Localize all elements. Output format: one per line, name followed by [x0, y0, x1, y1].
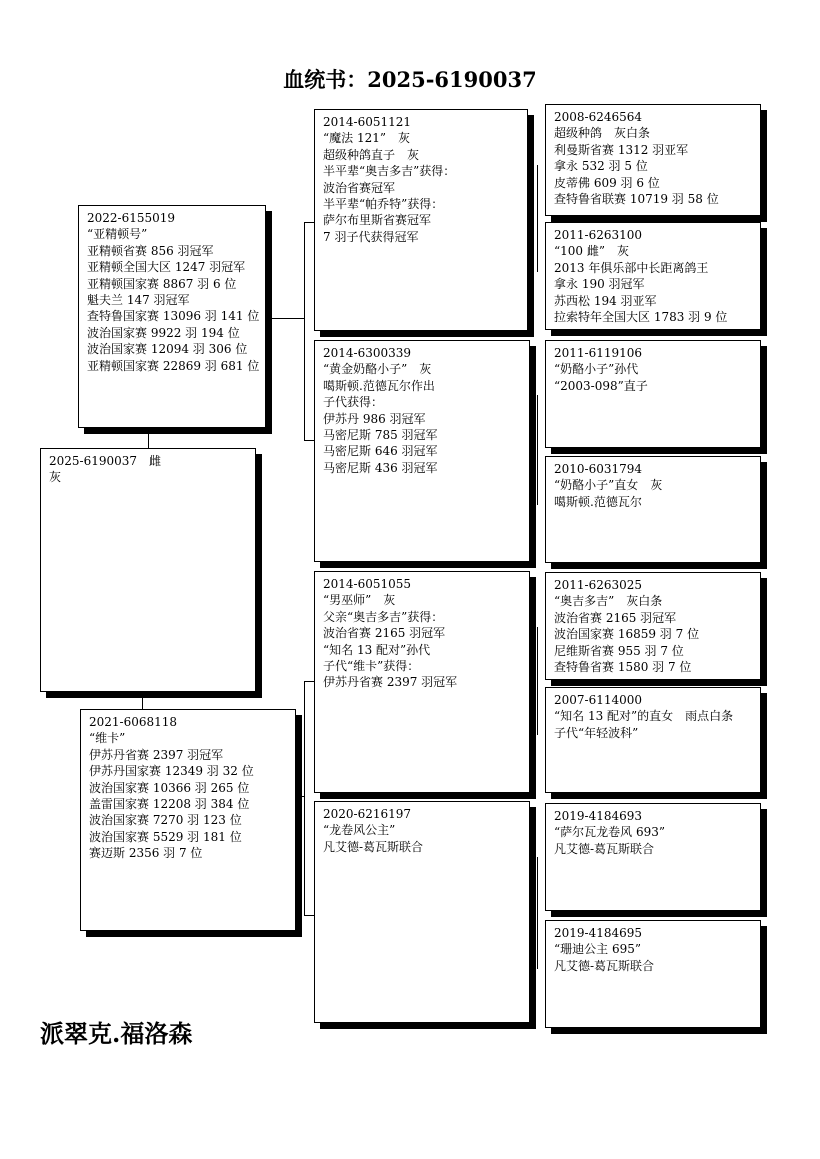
dam-dam-box	[314, 801, 530, 1023]
sire-sire-line: 萨尔布里斯省赛冠军	[323, 213, 432, 228]
sire-line: 查特鲁国家赛 13096 羽 141 位	[87, 309, 260, 324]
gg1-line: 皮蒂佛 609 羽 6 位	[554, 175, 660, 190]
dam-line: 波治国家赛 7270 羽 123 位	[89, 813, 242, 828]
connector	[296, 796, 304, 797]
gg8-line: 2019-4184695	[554, 926, 643, 940]
connector	[537, 395, 538, 505]
gg1-line: 利曼斯省赛 1312 羽亚军	[554, 142, 689, 157]
dam-line: 波治国家赛 10366 羽 265 位	[89, 780, 250, 795]
breeder-name: 派翠克.福洛森	[40, 1019, 193, 1048]
sire-sire-line: 半平辈“奥吉多吉”获得：	[323, 164, 456, 179]
dam-line: “维卡”	[89, 731, 126, 746]
gg1-line: 查特鲁省联赛 10719 羽 58 位	[554, 192, 719, 207]
dam-line: 伊苏丹国家赛 12349 羽 32 位	[89, 764, 254, 779]
connector	[148, 428, 149, 448]
gg3-line: 2011-6119106	[554, 346, 643, 360]
sire-sire-line: “魔法 121” 灰	[323, 131, 410, 146]
dam-sire-line: 伊苏丹省赛 2397 羽冠军	[323, 675, 458, 690]
connector	[537, 165, 538, 272]
gg5-line: “奥吉多吉” 灰白条	[554, 594, 663, 609]
gg5-line: 2011-6263025	[554, 578, 643, 592]
sire-dam-line: “黄金奶酪小子” 灰	[323, 362, 432, 377]
gg1-line: 超级种鸽 灰白条	[554, 126, 651, 141]
gg2-line: “100 雌” 灰	[554, 244, 629, 259]
dam-line: 伊苏丹省赛 2397 羽冠军	[89, 747, 224, 762]
gg5-line: 波治国家赛 16859 羽 7 位	[554, 627, 700, 642]
sire-box	[78, 205, 266, 428]
connector	[304, 681, 305, 915]
pigeon-line: 2025-6190037 雌	[49, 454, 162, 468]
connector	[304, 222, 305, 440]
gg7-line: “萨尔瓦龙卷风 693”	[554, 825, 665, 840]
sire-line: 魁夫兰 147 羽冠军	[87, 293, 190, 308]
connector	[142, 692, 143, 709]
sire-dam-line: 马密尼斯 785 羽冠军	[323, 428, 438, 443]
dam-box	[80, 709, 296, 931]
dam-sire-line: “知名 13 配对”孙代	[323, 642, 431, 657]
gg8-line: “珊迪公主 695”	[554, 942, 641, 957]
pigeon-line: 灰	[49, 470, 62, 485]
gg3-line: “2003-098”直子	[554, 378, 648, 393]
great-grandparent-box-5	[545, 572, 761, 680]
sire-line: 亚精顿国家赛 22869 羽 681 位	[87, 358, 260, 373]
gg6-line: 2007-6114000	[554, 693, 643, 707]
great-grandparent-box-6	[545, 687, 761, 793]
gg7-line: 凡艾德-葛瓦斯联合	[554, 841, 655, 856]
dam-line: 波治国家赛 5529 羽 181 位	[89, 829, 242, 844]
gg6-line: 子代“年轻波科”	[554, 725, 639, 740]
gg8-line: 凡艾德-葛瓦斯联合	[554, 958, 655, 973]
pigeon-box	[40, 448, 256, 692]
dam-sire-line: 子代“维卡”获得：	[323, 659, 420, 674]
gg1-line: 2008-6246564	[554, 110, 643, 124]
dam-line: 盖雷国家赛 12208 羽 384 位	[89, 797, 250, 812]
gg7-line: 2019-4184693	[554, 809, 643, 823]
connector	[537, 857, 538, 969]
dam-dam-line: “龙卷风公主”	[323, 823, 396, 838]
gg5-line: 波治省赛 2165 羽冠军	[554, 610, 677, 625]
connector	[304, 681, 314, 682]
sire-dam-line: 伊苏丹 986 羽冠军	[323, 411, 426, 426]
great-grandparent-box-3	[545, 340, 761, 448]
gg6-line: “知名 13 配对”的直女 雨点白条	[554, 709, 734, 724]
sire-sire-line: 超级种鸽直子 灰	[323, 147, 420, 162]
connector	[537, 627, 538, 735]
sire-line: 波治国家赛 9922 羽 194 位	[87, 325, 240, 340]
gg4-line: 噶斯顿.范德瓦尔	[554, 494, 642, 509]
dam-sire-box	[314, 571, 530, 793]
connector	[304, 222, 314, 223]
dam-sire-line: 2014-6051055	[323, 577, 412, 591]
gg2-line: 拉索特年全国大区 1783 羽 9 位	[554, 310, 728, 325]
dam-sire-line: 波治省赛 2165 羽冠军	[323, 626, 446, 641]
gg2-line: 苏西松 194 羽亚军	[554, 293, 657, 308]
sire-sire-line: 波治省赛冠军	[323, 180, 396, 195]
dam-sire-line: “男巫师” 灰	[323, 593, 396, 608]
sire-line: “亚精顿号”	[87, 227, 148, 242]
gg4-line: 2010-6031794	[554, 462, 643, 476]
sire-line: 波治国家赛 12094 羽 306 位	[87, 342, 248, 357]
sire-sire-line: 半平辈“帕乔特”获得：	[323, 197, 444, 212]
sire-dam-line: 马密尼斯 646 羽冠军	[323, 444, 438, 459]
sire-line: 亚精顿省赛 856 羽冠军	[87, 243, 214, 258]
great-grandparent-box-8	[545, 920, 761, 1028]
sire-dam-line: 子代获得：	[323, 395, 384, 410]
page-title: 血统书：2025-6190037	[283, 67, 537, 92]
dam-dam-line: 2020-6216197	[323, 807, 412, 821]
sire-dam-line: 噶斯顿.范德瓦尔作出	[323, 378, 435, 393]
dam-sire-line: 父亲“奥吉多吉”获得：	[323, 609, 444, 624]
dam-dam-line: 凡艾德-葛瓦斯联合	[323, 839, 424, 854]
gg1-line: 拿永 532 羽 5 位	[554, 159, 648, 174]
great-grandparent-box-7	[545, 803, 761, 911]
dam-line: 赛迈斯 2356 羽 7 位	[89, 846, 203, 861]
gg2-line: 拿永 190 羽冠军	[554, 277, 645, 292]
great-grandparent-box-2	[545, 222, 761, 330]
great-grandparent-box-1	[545, 104, 761, 216]
dam-line: 2021-6068118	[89, 715, 178, 729]
sire-sire-box	[314, 109, 528, 331]
connector	[304, 440, 314, 441]
gg5-line: 尼维斯省赛 955 羽 7 位	[554, 643, 684, 658]
gg3-line: “奶酪小子”孙代	[554, 362, 639, 377]
sire-sire-line: 2014-6051121	[323, 115, 412, 129]
sire-dam-line: 马密尼斯 436 羽冠军	[323, 460, 438, 475]
sire-dam-line: 2014-6300339	[323, 346, 412, 360]
connector	[304, 915, 314, 916]
gg2-line: 2013 年俱乐部中长距离鸽王	[554, 260, 709, 275]
sire-line: 亚精顿国家赛 8867 羽 6 位	[87, 276, 237, 291]
gg5-line: 查特鲁省赛 1580 羽 7 位	[554, 660, 692, 675]
sire-line: 亚精顿全国大区 1247 羽冠军	[87, 260, 246, 275]
great-grandparent-box-4	[545, 456, 761, 563]
sire-sire-line: 7 羽子代获得冠军	[323, 229, 419, 244]
sire-line: 2022-6155019	[87, 211, 176, 225]
gg4-line: “奶酪小子”直女 灰	[554, 478, 663, 493]
gg2-line: 2011-6263100	[554, 228, 643, 242]
sire-dam-box	[314, 340, 530, 562]
